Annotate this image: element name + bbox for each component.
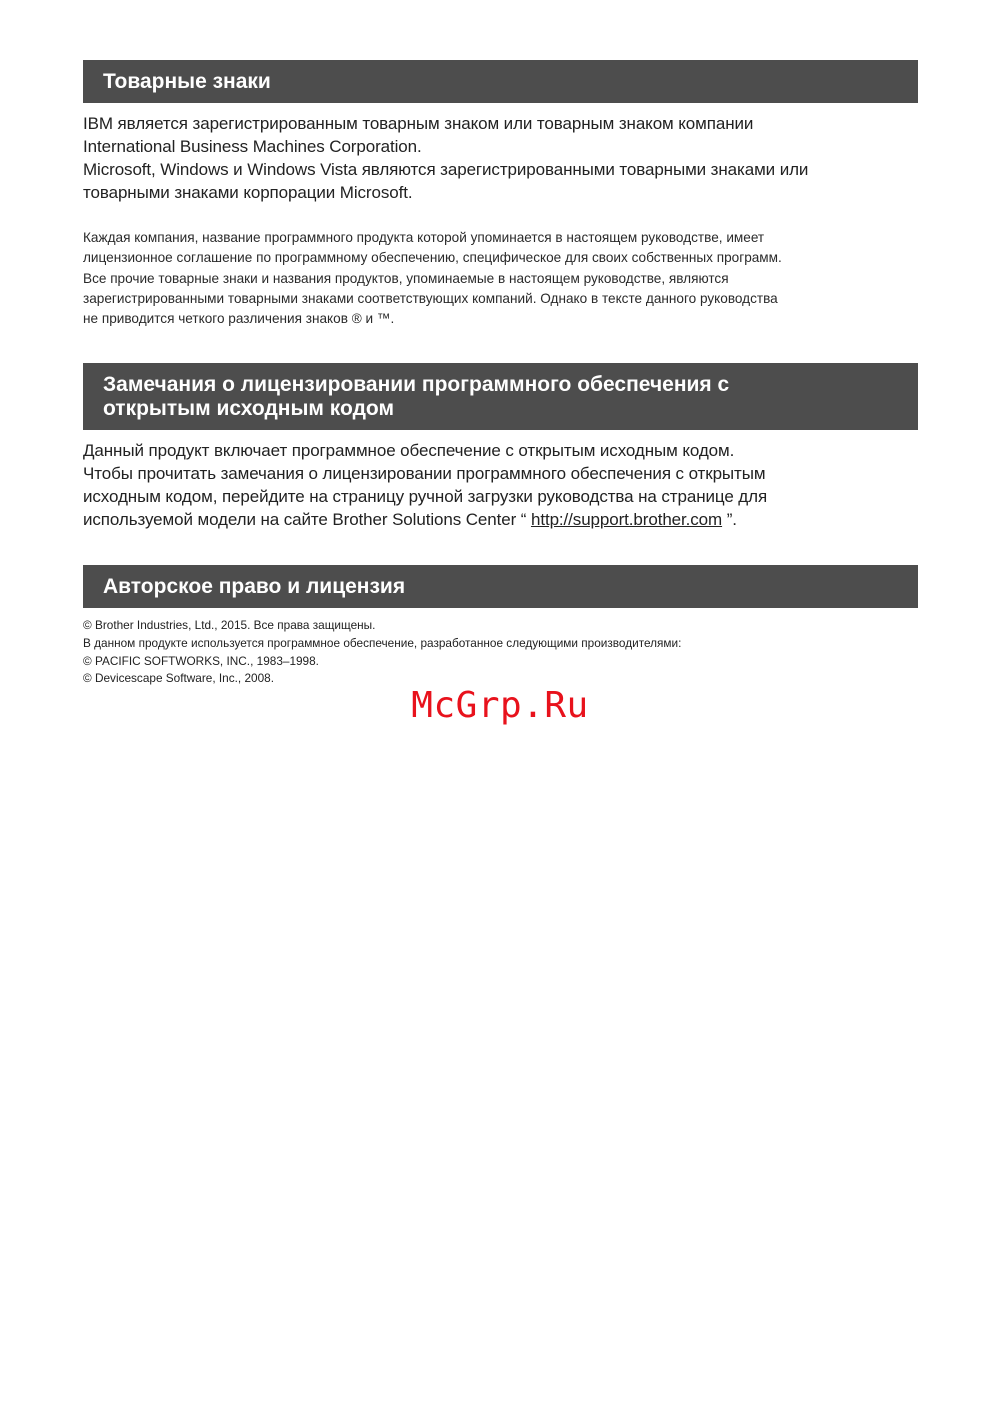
copyright-line: © Devicescape Software, Inc., 2008. (83, 671, 274, 686)
copyright-body (83, 617, 918, 687)
open-source-line: исходным кодом, перейдите на страницу ручной загрузки руководства на странице для (83, 487, 768, 507)
trademarks-body (83, 112, 918, 204)
trademarks-line: Microsoft, Windows и Windows Vista являются зарегистрированными товарными знаками или (83, 160, 809, 179)
open-source-line: Данный продукт включает программное обеспечение с открытым исходным кодом. (83, 441, 735, 461)
open-source-line: Чтобы прочитать замечания о лицензировании программного обеспечения с открытым (83, 464, 766, 484)
copyright-title: Авторское право и лицензия (103, 575, 406, 599)
trademarks-title: Товарные знаки (103, 70, 271, 93)
notice-line: лицензионное соглашение по программному обеспечению, специфическое для своих собственных программ. (83, 250, 782, 266)
notice-line: не приводится четкого различения знаков ® и ™. (83, 311, 395, 327)
notice-line: Каждая компания, название программного продукта которой упоминается в настоящем руководстве, имеет (83, 230, 765, 245)
trademarks-line: товарными знаками корпорации Microsoft. (83, 183, 413, 202)
open-source-body (83, 439, 918, 531)
copyright-header (83, 565, 918, 608)
trademarks-notice (83, 228, 918, 329)
open-source-title-line: открытым исходным кодом (103, 397, 394, 421)
copyright-line: В данном продукте используется программное обеспечение, разработанное следующими производителями: (83, 636, 682, 651)
open-source-header (83, 363, 918, 430)
watermark: McGrp.Ru (411, 685, 589, 726)
trademarks-header (83, 60, 918, 103)
trademarks-line: International Business Machines Corporation. (83, 137, 422, 156)
copyright-line: © PACIFIC SOFTWORKS, INC., 1983–1998. (83, 653, 319, 668)
trademarks-line: IBM является зарегистрированным товарным знаком или товарным знаком компании (83, 114, 754, 133)
last-line-prefix: используемой модели на сайте Brother Solutions Center “ (83, 510, 531, 530)
notice-line: Все прочие товарные знаки и названия продуктов, упоминаемые в настоящем руководстве, являются (83, 270, 729, 286)
document-page (83, 60, 918, 688)
support-link[interactable]: http://support.brother.com (530, 510, 723, 530)
copyright-line: © Brother Industries, Ltd., 2015. Все права защищены. (83, 618, 376, 633)
open-source-last-line (83, 508, 918, 531)
notice-line: зарегистрированными товарными знаками соответствующих компаний. Однако в тексте данного руководства (83, 290, 778, 306)
open-source-title-line: Замечания о лицензировании программного обеспечения с (103, 373, 730, 397)
last-line-suffix: ”. (722, 510, 737, 530)
